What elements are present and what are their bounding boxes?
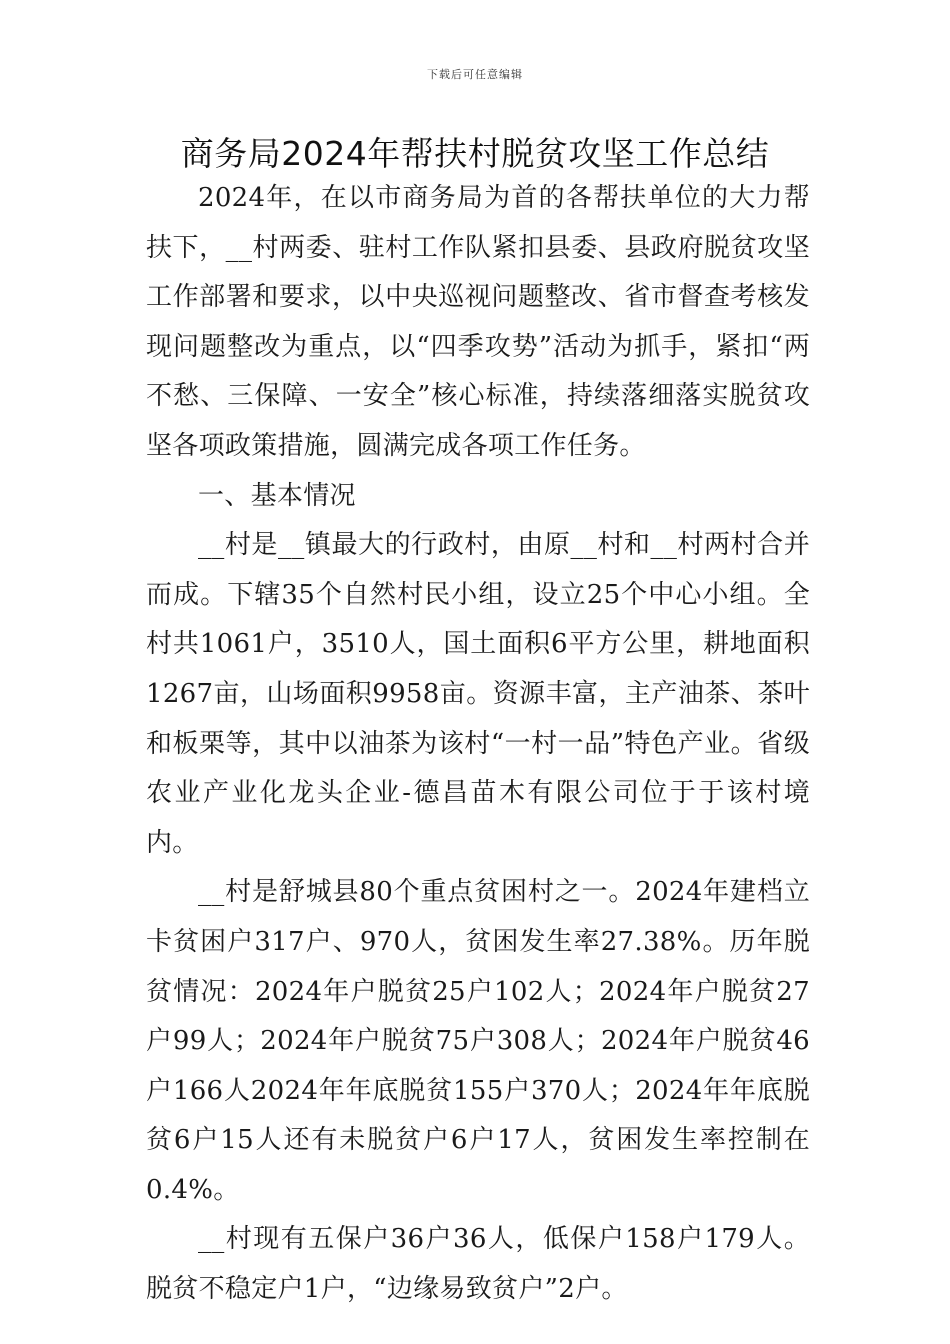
welfare-households-paragraph: __村现有五保户36户36人，低保户158户179人。脱贫不稳定户1户，“边缘易致贫户”2户。 [146, 1224, 810, 1305]
intro-paragraph: 2024年，在以市商务局为首的各帮扶单位的大力帮扶下，__村两委、驻村工作队紧扣县委、县政府脱贫攻坚工作部署和要求，以中央巡视问题整改、省市督查考核发现问题整改为重点，以“四季攻势”活动为抓手，紧扣“两不愁、三保障、一安全”核心标准，持续落细落实脱贫攻坚各项政策措施，圆满完成各项工作任务。 [146, 183, 810, 461]
village-overview-paragraph: __村是__镇最大的行政村，由原__村和__村两村合并而成。下辖35个自然村民小组，设立25个中心小组。全村共1061户，3510人，国土面积6平方公里，耕地面积1267亩，山场面积9958亩。资源丰富，主产油茶、茶叶和板栗等，其中以油茶为该村“一村一品”特色产业。省级农业产业化龙头企业-德昌苗木有限公司位于于该村境内。 [146, 530, 810, 858]
document-title: 商务局2024年帮扶村脱贫攻坚工作总结 [180, 134, 770, 173]
poverty-history-paragraph: __村是舒城县80个重点贫困村之一。2024年建档立卡贫困户317户、970人，贫困发生率27.38%。历年脱贫情况：2024年户脱贫25户102人；2024年户脱贫27户99人；2024年户脱贫75户308人；2024年户脱贫46户166人2024年年底脱贫155户370人；2024年年底脱贫6户15人还有未脱贫户6户17人，贫困发生率控制在0.4%。 [146, 877, 810, 1205]
header-note: 下载后可任意编辑 [427, 68, 523, 81]
document-body [146, 174, 810, 1315]
section-heading-basic-info: 一、基本情况 [198, 480, 356, 511]
